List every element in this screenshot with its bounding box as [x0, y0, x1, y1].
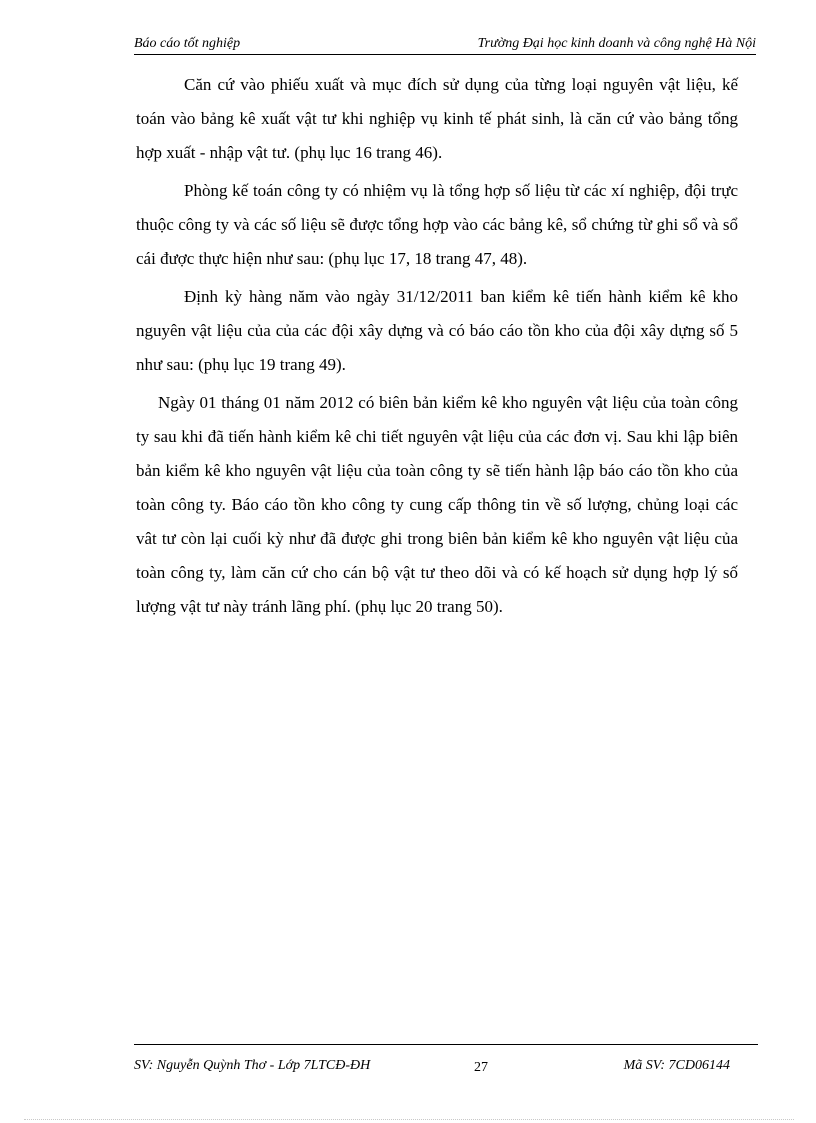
- body-text: [136, 68, 738, 628]
- footer-student-id: Mã SV: 7CD06144: [623, 1058, 730, 1073]
- footer-student-name: SV: Nguyễn Quỳnh Thơ - Lớp 7LTCĐ-ĐH: [134, 1058, 371, 1073]
- header-university-name: Trường Đại học kinh doanh và công nghệ Hà Nội: [477, 36, 756, 51]
- page-header: [134, 34, 756, 55]
- paragraph-1: Căn cứ vào phiếu xuất và mục đích sử dụng của từng loại nguyên vật liệu, kế toán vào bảng kê xuất vật tư khi nghiệp vụ kinh tế phát sinh, là căn cứ vào bảng tổng hợp xuất - nhập vật tư. (phụ lục 16 trang 46).: [136, 75, 738, 162]
- page-number: 27: [474, 1060, 488, 1075]
- footer-divider: [134, 1044, 758, 1045]
- header-report-title: Báo cáo tốt nghiệp: [134, 36, 241, 51]
- page-footer: [134, 1058, 758, 1080]
- paragraph-3: Định kỳ hàng năm vào ngày 31/12/2011 ban kiểm kê tiến hành kiểm kê kho nguyên vật liệu của của các đội xây dựng và có báo cáo tồn kho của đội xây dựng số 5 như sau: (phụ lục 19 trang 49).: [136, 287, 738, 374]
- page-bottom-edge: [24, 1119, 794, 1120]
- paragraph-2: Phòng kế toán công ty có nhiệm vụ là tổng hợp số liệu từ các xí nghiệp, đội trực thuộc công ty và các số liệu sẽ được tổng hợp vào các bảng kê, sổ chứng từ ghi sổ và sổ cái được thực hiện như sau: (phụ lục 17, 18 trang 47, 48).: [136, 181, 738, 268]
- paragraph-4: Ngày 01 tháng 01 năm 2012 có biên bản kiểm kê kho nguyên vật liệu của toàn công ty sau khi đã tiến hành kiểm kê chi tiết nguyên vật liệu của các đơn vị. Sau khi lập biên bản kiểm kê kho nguyên vật liệu của toàn công ty sẽ tiến hành lập báo cáo tồn kho của toàn công ty. Báo cáo tồn kho công ty cung cấp thông tin về số lượng, chủng loại các vât tư còn lại cuối kỳ như đã được ghi trong biên bản kiểm kê kho nguyên vật liệu của toàn công ty, làm căn cứ cho cán bộ vật tư theo dõi và có kế hoạch sử dụng hợp lý số lượng vật tư này tránh lãng phí. (phụ lục 20 trang 50).: [136, 393, 738, 616]
